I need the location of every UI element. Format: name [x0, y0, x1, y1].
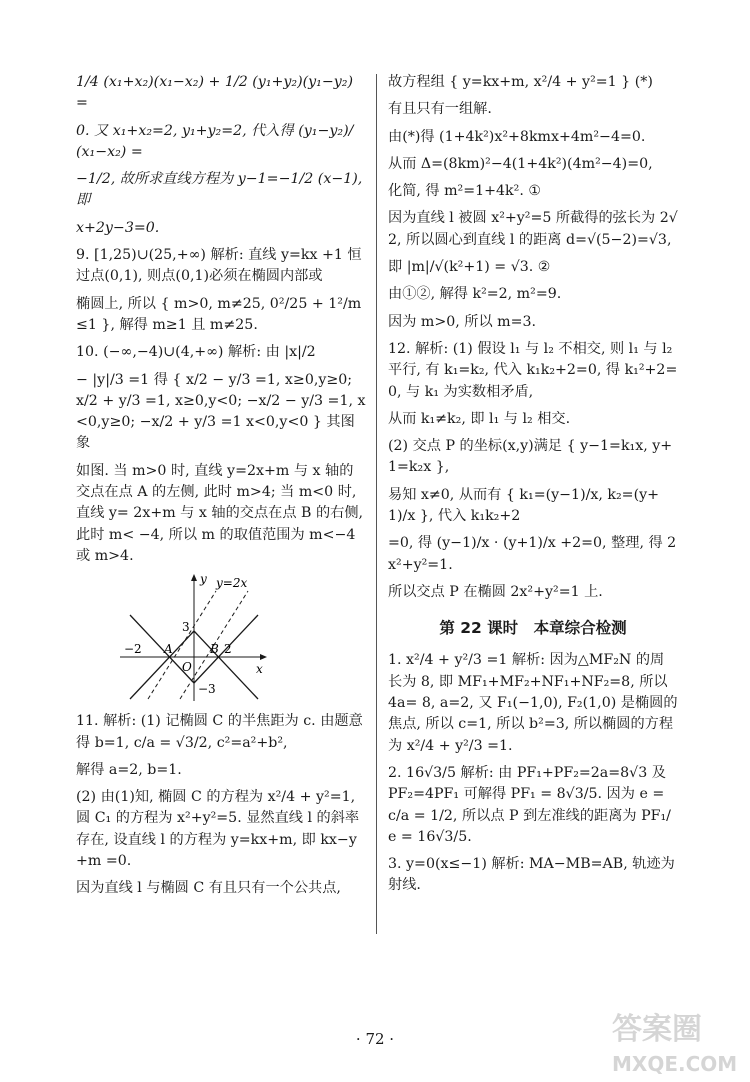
- origin-label: O: [182, 660, 192, 675]
- solution-line: 由①②, 解得 k²=2, m²=9.: [388, 286, 562, 303]
- problem-12-line: (2) 交点 P 的坐标(x,y)满足 { y−1=k₁x, y+1=k₂x },: [388, 438, 673, 476]
- solution-line: 因为 m>0, 所以 m=3.: [388, 313, 537, 330]
- tick-label-neg2: −2: [124, 642, 142, 657]
- solution-line: 化简, 得 m²=1+4k². ①: [388, 183, 542, 200]
- review-problem-3: 3. y=0(x≤−1) 解析: MA−MB=AB, 轨迹为射线.: [388, 856, 675, 894]
- problem-12: 12. 解析: (1) 假设 l₁ 与 l₂ 不相交, 则 l₁ 与 l₂ 平行, 有 k₁=k₂, 代入 k₁k₂+2=0, 得 k₁²+2= 0, 与 k₁ 为实数相矛盾,: [388, 340, 678, 400]
- problem-10: 10. (−∞,−4)∪(4,+∞) 解析: 由 |x|/2: [76, 344, 316, 361]
- point-b-label: B: [210, 642, 219, 657]
- right-column: [388, 72, 678, 903]
- left-column: [76, 72, 366, 906]
- column-divider: [376, 74, 377, 934]
- solution-line: 有且只有一组解.: [388, 101, 492, 118]
- y-axis-label: y: [200, 573, 207, 587]
- section-title: 第 22 课时 本章综合检测: [439, 619, 627, 638]
- solution-line: 从而 Δ=(8km)²−4(1+4k²)(4m²−4)=0,: [388, 155, 653, 172]
- problem-11-result: 解得 a=2, b=1.: [76, 761, 182, 778]
- problem-12-line: 所以交点 P 在椭圆 2x²+y²=1 上.: [388, 583, 603, 600]
- point-a-label: A: [164, 642, 173, 657]
- x-axis-label: x: [256, 662, 263, 677]
- site-watermark-logo: [608, 1005, 748, 1079]
- watermark-bottom-text: MXQE.COM: [612, 1052, 738, 1076]
- problem-11: 11. 解析: (1) 记椭圆 C 的半焦距为 c. 由题意得 b=1, c/a = √3/2, c²=a²+b²,: [76, 713, 363, 751]
- solution-line: 1/4 (x₁+x₂)(x₁−x₂) + 1/2 (y₁+y₂)(y₁−y₂) =: [76, 74, 353, 112]
- problem-9: 9. [1,25)∪(25,+∞) 解析: 直线 y=kx +1 恒过点(0,1), 则点(0,1)必须在椭圆内部或: [76, 247, 362, 285]
- problem-10-explanation: 如图. 当 m>0 时, 直线 y=2x+m 与 x 轴的交点在点 A 的左侧, 此时 m>4; 当 m<0 时, 直线 y= 2x+m 与 x 轴的交点在点 B 的右侧, 此时 m< −4, 所以 m 的取值范围为 m<−4 或 m>4.: [76, 462, 364, 564]
- solution-line: x+2y−3=0.: [76, 219, 160, 236]
- solution-line: 由(*)得 (1+4k²)x²+8kmx+4m²−4=0.: [388, 128, 646, 145]
- x-axis-arrow-icon: [260, 654, 267, 660]
- tick-label-neg3: −3: [198, 682, 216, 697]
- watermark-top-text: 答案圈: [612, 1012, 702, 1047]
- tick-label-3: 3: [182, 620, 190, 635]
- problem-12-line: 从而 k₁≠k₂, 即 l₁ 与 l₂ 相交.: [388, 410, 571, 427]
- equation-system: 故方程组 { y=kx+m, x²/4 + y²=1 } (*): [388, 74, 653, 90]
- review-problem-2: 2. 16√3/5 解析: 由 PF₁+PF₂=2a=8√3 及 PF₂=4PF₁ 可解得 PF₁ = 8√3/5. 因为 e = c/a = 1/2, 所以点 P 到左准线的距离为 PF₁/e = 16√3/5.: [388, 764, 671, 845]
- problem-9-system: 椭圆上, 所以 { m>0, m≠25, 0²/25 + 1²/m ≤1 }, 解得 m≥1 且 m≠25.: [76, 295, 362, 333]
- problem-12-line: =0, 得 (y−1)/x · (y+1)/x +2=0, 整理, 得 2x²+y²=1.: [388, 535, 677, 573]
- page-number: · 72 ·: [355, 1030, 395, 1048]
- tick-label-2: 2: [224, 642, 232, 657]
- solution-line: 即 |m|/√(k²+1) = √3. ②: [388, 259, 551, 276]
- review-problem-1: 1. x²/4 + y²/3 =1 解析: 因为△MF₂N 的周长为 8, 即 MF₁+MF₂+NF₁+NF₂=8, 所以 4a= 8, a=2, 又 F₁(−1,0), F₂(1,0) 是椭圆的焦点, 所以 c=1, 所以 b²=3, 所以椭圆的方程为 x²/4 + y²/3 =1.: [388, 652, 678, 754]
- solution-line: 0. 又 x₁+x₂=2, y₁+y₂=2, 代入得 (y₁−y₂)/(x₁−x₂) =: [76, 122, 354, 160]
- problem-12-line: 易知 x≠0, 从而有 { k₁=(y−1)/x, k₂=(y+1)/x }, 代入 k₁k₂+2: [388, 486, 660, 525]
- line-equation-label: y=2x: [216, 576, 248, 591]
- problem-10-graph: [120, 573, 270, 703]
- problem-10-system: − |y|/3 =1 得 { x/2 − y/3 =1, x≥0,y≥0; x/2 + y/3 =1, x≥0,y<0; −x/2 − y/3 =1, x<0,y≥0; −x/2 + y/3 =1 x<0,y<0 } 其图象: [76, 371, 366, 452]
- problem-11-part2: (2) 由(1)知, 椭圆 C 的方程为 x²/4 + y²=1, 圆 C₁ 的方程为 x²+y²=5. 显然直线 l 的斜率存在, 设直线 l 的方程为 y=kx+m, 即 kx−y+m =0.: [76, 789, 360, 870]
- y-axis-arrow-icon: [191, 574, 197, 581]
- problem-11-part2-cont: 因为直线 l 与椭圆 C 有且只有一个公共点,: [76, 880, 341, 897]
- solution-line: −1/2, 故所求直线方程为 y−1=−1/2 (x−1), 即: [76, 171, 363, 209]
- solution-line: 因为直线 l 被圆 x²+y²=5 所截得的弦长为 2√2, 所以圆心到直线 l 的距离 d=√(5−2)=√3,: [388, 210, 678, 248]
